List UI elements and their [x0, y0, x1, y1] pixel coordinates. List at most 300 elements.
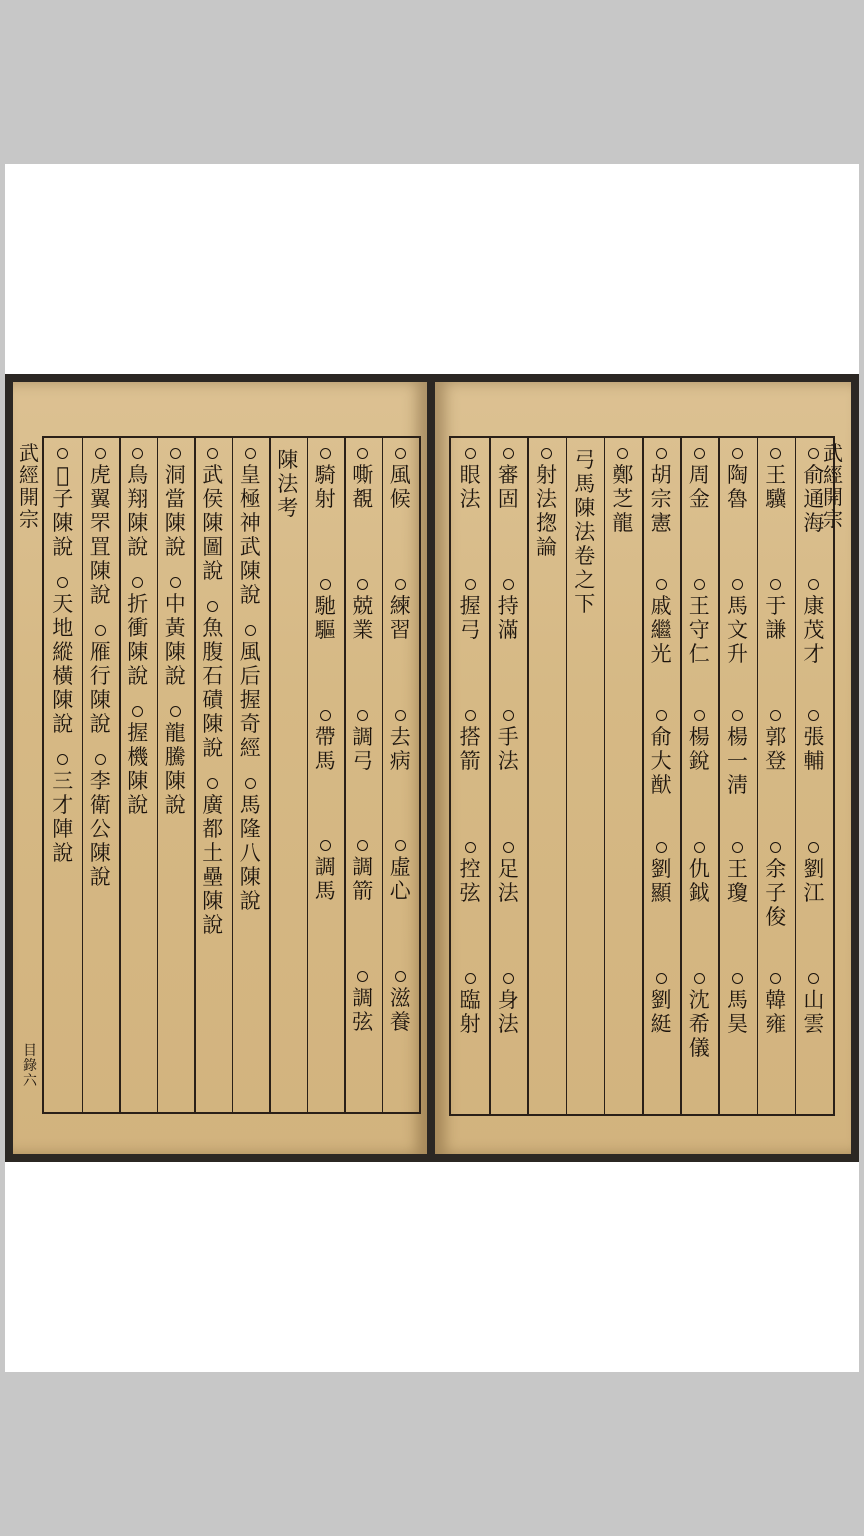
entry-char: 沈 [688, 987, 710, 1012]
title-char: 武 [19, 441, 39, 465]
toc-column [121, 448, 155, 1102]
toc-entry [612, 448, 633, 535]
toc-column [196, 448, 230, 1102]
entry-char: 武 [239, 535, 261, 559]
toc-entry [460, 842, 481, 905]
entry-char: 于 [765, 594, 787, 619]
entry-char: 說 [202, 736, 224, 760]
entry-char: 罘 [89, 511, 111, 535]
entry-char: 雍 [765, 1011, 787, 1036]
toc-column [568, 448, 602, 1104]
toc-entry [765, 973, 786, 1036]
entry-char: 文 [727, 618, 748, 643]
toc-entry [765, 579, 786, 642]
toc-entry [90, 448, 111, 607]
toc-column [491, 448, 525, 1104]
entry-char: 鉞 [688, 880, 710, 905]
toc-entry [803, 579, 824, 666]
heading-char: 下 [574, 592, 596, 616]
toc-entry [352, 579, 373, 642]
entry-char: 說 [164, 664, 186, 688]
toc-entry [689, 710, 710, 773]
toc-entry [165, 706, 186, 817]
entry-char: 說 [89, 583, 111, 607]
entry-char: 法 [459, 487, 481, 511]
entry-char: 弓 [459, 618, 481, 643]
entry-char: 昊 [727, 1011, 748, 1036]
entry-char: 猷 [650, 773, 672, 798]
entry-char: 說 [164, 535, 186, 559]
right-margin-title [821, 442, 845, 530]
toc-entry [202, 778, 223, 937]
entry-char: 儀 [688, 1035, 710, 1060]
section-heading [277, 448, 298, 520]
entry-char: 馬 [314, 879, 336, 904]
toc-column [158, 448, 192, 1102]
entry-char: 金 [688, 487, 710, 511]
toc-column [759, 448, 793, 1104]
toc-entry [460, 973, 481, 1036]
toc-entry [460, 448, 481, 511]
toc-entry [727, 973, 748, 1036]
folio-char: 目 [23, 1043, 37, 1059]
entry-char: 調 [352, 986, 374, 1011]
toc-entry [127, 577, 148, 688]
entry-char: 劉 [803, 856, 825, 881]
entry-char: 嘶 [352, 463, 374, 487]
entry-char: 中 [164, 592, 186, 616]
entry-char: 陳 [127, 511, 149, 535]
entry-char: 調 [352, 724, 374, 749]
entry-char: 說 [202, 559, 224, 583]
entry-char: 謙 [765, 618, 787, 643]
toc-entry [202, 448, 223, 583]
entry-char: 握 [459, 594, 481, 619]
entry-char: 弦 [352, 1010, 374, 1035]
toc-column [530, 448, 564, 1104]
entry-char: 說 [127, 664, 149, 688]
toc-column [233, 448, 267, 1102]
toc-entry [498, 710, 519, 773]
entry-char: 地 [52, 616, 74, 640]
toc-column [644, 448, 678, 1104]
toc-column [721, 448, 755, 1104]
entry-char: 法 [536, 487, 557, 511]
entry-char: 虛 [389, 855, 411, 880]
toc-entry [651, 448, 672, 535]
entry-char: 魚 [202, 616, 224, 640]
entry-char: 廣 [202, 793, 224, 817]
entry-char: 鳥 [127, 463, 149, 487]
entry-char: 希 [688, 1011, 710, 1036]
entry-char: 土 [202, 841, 224, 865]
entry-char: 繼 [650, 618, 672, 643]
entry-char: 騎 [314, 463, 336, 487]
title-char: 經 [19, 463, 39, 487]
toc-column [453, 448, 487, 1104]
entry-char: 芝 [612, 487, 634, 511]
entry-char: 綎 [650, 1011, 672, 1036]
entry-char: 覩 [352, 487, 374, 511]
entry-char: 升 [727, 642, 748, 667]
entry-char: 陳 [164, 640, 186, 664]
toc-entry [498, 842, 519, 905]
toc-entry [689, 973, 710, 1060]
entry-char: 衝 [127, 616, 149, 640]
entry-char: 罝 [89, 535, 111, 559]
entry-char: 當 [164, 487, 186, 511]
entry-char: 射 [314, 487, 336, 511]
entry-char: 說 [164, 793, 186, 817]
entry-char: 鄭 [612, 463, 634, 487]
entry-char: 八 [239, 841, 261, 865]
entry-char: 說 [89, 865, 111, 889]
entry-char: 公 [89, 817, 111, 841]
entry-char: 宗 [650, 487, 672, 511]
entry-char: 說 [52, 535, 74, 559]
entry-char: 江 [803, 880, 825, 905]
left-page [13, 382, 427, 1154]
toc-entry [315, 710, 336, 773]
toc-entry [765, 710, 786, 773]
entry-char: 兢 [352, 593, 374, 618]
entry-char: 機 [127, 745, 149, 769]
entry-char: 輔 [803, 749, 825, 774]
entry-char: 黃 [164, 616, 186, 640]
entry-char: 圖 [202, 535, 224, 559]
heading-char: 之 [574, 568, 596, 592]
title-char: 宗 [19, 507, 39, 531]
toc-entry [651, 842, 672, 905]
folio-char: 錄 [23, 1058, 37, 1074]
entry-char: 說 [52, 712, 74, 736]
entry-char: 龍 [164, 721, 186, 745]
entry-char: 弦 [459, 880, 481, 905]
entry-char: 天 [52, 592, 74, 616]
entry-char: 銳 [688, 749, 710, 774]
entry-char: 折 [127, 592, 149, 616]
entry-char: 陶 [727, 463, 748, 487]
entry-char: 說 [202, 913, 224, 937]
toc-column [83, 448, 117, 1102]
toc-entry [90, 754, 111, 889]
entry-char: 去 [389, 724, 411, 749]
title-char: 開 [19, 485, 39, 509]
entry-char: 戚 [650, 594, 672, 619]
entry-char: 俞 [803, 463, 825, 487]
entry-char: 馬 [727, 594, 748, 619]
entry-char: 武 [202, 463, 224, 487]
toc-entry [390, 840, 411, 903]
entry-char: 楊 [727, 725, 748, 750]
entry-char: 陳 [164, 769, 186, 793]
entry-char: 陳 [127, 769, 149, 793]
entry-char: 說 [127, 793, 149, 817]
toc-entry [127, 448, 148, 559]
entry-char: 法 [497, 1011, 519, 1036]
toc-entry [127, 706, 148, 817]
entry-char: 足 [497, 856, 519, 881]
left-margin-title [17, 442, 41, 530]
toc-entry [240, 448, 261, 607]
entry-char: 說 [239, 583, 261, 607]
entry-char: 騰 [164, 745, 186, 769]
entry-char: 說 [127, 535, 149, 559]
toc-entry [390, 971, 411, 1034]
right-page [435, 382, 851, 1154]
entry-char: 𣗥 [56, 463, 70, 487]
entry-char: 隆 [239, 817, 261, 841]
entry-char: 雲 [803, 1011, 825, 1036]
entry-char: 翔 [127, 487, 149, 511]
entry-char: 滿 [497, 618, 519, 643]
entry-char: 陳 [89, 559, 111, 583]
toc-entry [689, 579, 710, 666]
entry-char: 神 [239, 511, 261, 535]
entry-char: 都 [202, 817, 224, 841]
entry-char: 陳 [202, 889, 224, 913]
toc-entry [165, 577, 186, 688]
entry-char: 風 [389, 463, 411, 487]
entry-char: 陳 [52, 688, 74, 712]
entry-char: 驅 [314, 617, 336, 642]
entry-char: 馬 [727, 987, 748, 1012]
entry-char: 眼 [459, 463, 481, 487]
entry-char: 李 [89, 769, 111, 793]
entry-char: 子 [52, 487, 74, 511]
entry-char: 行 [89, 664, 111, 688]
page-folio [21, 1044, 39, 1089]
entry-char: 箭 [352, 879, 374, 904]
entry-char: 雁 [89, 640, 111, 664]
entry-char: 射 [536, 463, 557, 487]
toc-entry [165, 448, 186, 559]
toc-entry [352, 840, 373, 903]
toc-entry [803, 973, 824, 1036]
entry-char: 大 [650, 749, 672, 774]
title-char: 武 [823, 441, 843, 465]
entry-char: 弓 [352, 748, 374, 773]
title-char: 開 [823, 485, 843, 509]
toc-entry [52, 754, 73, 865]
entry-char: 石 [202, 664, 224, 688]
entry-char: 劉 [650, 856, 672, 881]
toc-column [346, 448, 380, 1102]
entry-char: 楊 [688, 725, 710, 750]
entry-char: 磧 [202, 688, 224, 712]
toc-column [682, 448, 716, 1104]
toc-entry [352, 710, 373, 773]
entry-char: 胡 [650, 463, 672, 487]
toc-entry [803, 842, 824, 905]
entry-char: 康 [803, 594, 825, 619]
entry-char: 余 [765, 856, 787, 881]
entry-char: 才 [52, 793, 74, 817]
entry-char: 衛 [89, 793, 111, 817]
entry-char: 固 [497, 487, 519, 511]
entry-char: 搭 [459, 725, 481, 750]
entry-char: 調 [314, 855, 336, 880]
entry-char: 陳 [202, 511, 224, 535]
entry-char: 子 [765, 880, 787, 905]
toc-column [46, 448, 80, 1102]
entry-char: 光 [650, 642, 672, 667]
entry-char: 說 [89, 712, 111, 736]
entry-char: 王 [765, 463, 787, 487]
toc-entry [90, 625, 111, 736]
entry-char: 握 [239, 688, 261, 712]
entry-char: 陳 [127, 640, 149, 664]
entry-char: 滋 [389, 986, 411, 1011]
entry-char: 仇 [688, 856, 710, 881]
toc-entry [460, 579, 481, 642]
toc-entry [536, 448, 557, 559]
entry-char: 帶 [314, 724, 336, 749]
entry-char: 心 [389, 879, 411, 904]
entry-char: 說 [52, 841, 74, 865]
toc-entry [390, 448, 411, 511]
heading-char: 弓 [574, 448, 596, 472]
heading-char: 考 [277, 496, 299, 520]
entry-char: 顯 [650, 880, 672, 905]
entry-char: 身 [497, 987, 519, 1012]
toc-entry [52, 577, 73, 736]
entry-char: 郭 [765, 725, 787, 750]
entry-char: 候 [389, 487, 411, 511]
toc-entry [390, 710, 411, 773]
entry-char: 陳 [239, 865, 261, 889]
toc-column [383, 448, 417, 1102]
book-scan [5, 374, 859, 1162]
entry-char: 病 [389, 748, 411, 773]
toc-entry [352, 448, 373, 511]
entry-char: 陳 [164, 511, 186, 535]
toc-entry [352, 971, 373, 1034]
toc-entry [651, 973, 672, 1036]
toc-entry [390, 579, 411, 642]
title-char: 經 [823, 463, 843, 487]
toc-entry [727, 579, 748, 666]
toc-entry [498, 579, 519, 642]
entry-char: 陣 [52, 817, 74, 841]
entry-char: 通 [803, 487, 825, 511]
heading-char: 陳 [574, 496, 596, 520]
entry-char: 箭 [459, 749, 481, 774]
entry-char: 馬 [314, 748, 336, 773]
entry-char: 持 [497, 594, 519, 619]
toc-entry [689, 842, 710, 905]
entry-char: 皇 [239, 463, 261, 487]
heading-char: 法 [277, 472, 299, 496]
heading-char: 馬 [574, 472, 596, 496]
entry-char: 風 [239, 640, 261, 664]
title-char: 宗 [823, 507, 843, 531]
entry-char: 極 [239, 487, 261, 511]
entry-char: 周 [688, 463, 710, 487]
entry-char: 才 [803, 642, 825, 667]
toc-entry [689, 448, 710, 511]
entry-char: 法 [497, 880, 519, 905]
entry-char: 審 [497, 463, 519, 487]
entry-char: 洞 [164, 463, 186, 487]
entry-char: 登 [765, 749, 787, 774]
toc-entry [765, 842, 786, 929]
entry-char: 后 [239, 664, 261, 688]
entry-char: 縱 [52, 640, 74, 664]
entry-char: 論 [536, 535, 557, 559]
entry-char: 練 [389, 593, 411, 618]
entry-char: 俞 [650, 725, 672, 750]
entry-char: 劉 [650, 987, 672, 1012]
heading-char: 卷 [574, 544, 596, 568]
toc-entry [315, 840, 336, 903]
toc-entry [765, 448, 786, 511]
entry-char: 控 [459, 856, 481, 881]
entry-char: 茂 [803, 618, 825, 643]
entry-char: 淸 [727, 773, 748, 798]
entry-char: 王 [727, 856, 748, 881]
entry-char: 臨 [459, 987, 481, 1012]
entry-char: 一 [727, 749, 748, 774]
entry-char: 調 [352, 855, 374, 880]
entry-char: 射 [459, 1011, 481, 1036]
toc-entry [240, 778, 261, 913]
entry-char: 法 [497, 749, 519, 774]
entry-char: 握 [127, 721, 149, 745]
entry-char: 山 [803, 987, 825, 1012]
entry-char: 腹 [202, 640, 224, 664]
entry-char: 翼 [89, 487, 111, 511]
entry-char: 虎 [89, 463, 111, 487]
entry-char: 陳 [89, 841, 111, 865]
folio-char: 六 [23, 1073, 37, 1089]
entry-char: 張 [803, 725, 825, 750]
entry-char: 龍 [612, 511, 634, 535]
entry-char: 陳 [89, 688, 111, 712]
entry-char: 業 [352, 617, 374, 642]
toc-entry [727, 710, 748, 797]
toc-column [797, 448, 831, 1104]
entry-char: 橫 [52, 664, 74, 688]
toc-entry [315, 448, 336, 511]
toc-column [271, 448, 305, 1102]
heading-char: 法 [574, 520, 596, 544]
entry-char: 韓 [765, 987, 787, 1012]
entry-char: 仁 [688, 642, 710, 667]
toc-entry [651, 710, 672, 797]
entry-char: 養 [389, 1010, 411, 1035]
toc-entry [498, 973, 519, 1036]
entry-char: 奇 [239, 712, 261, 736]
entry-char: 馳 [314, 593, 336, 618]
entry-char: 王 [688, 594, 710, 619]
entry-char: 驥 [765, 487, 787, 511]
entry-char: 壘 [202, 865, 224, 889]
toc-column [308, 448, 342, 1102]
toc-entry [727, 842, 748, 905]
entry-char: 陳 [52, 511, 74, 535]
toc-entry [52, 448, 73, 559]
entry-char: 習 [389, 617, 411, 642]
toc-entry [460, 710, 481, 773]
section-heading [574, 448, 595, 616]
toc-entry [202, 601, 223, 760]
entry-char: 馬 [239, 793, 261, 817]
toc-column [606, 448, 640, 1104]
toc-entry [498, 448, 519, 511]
heading-char: 陳 [277, 448, 299, 472]
toc-entry [651, 579, 672, 666]
